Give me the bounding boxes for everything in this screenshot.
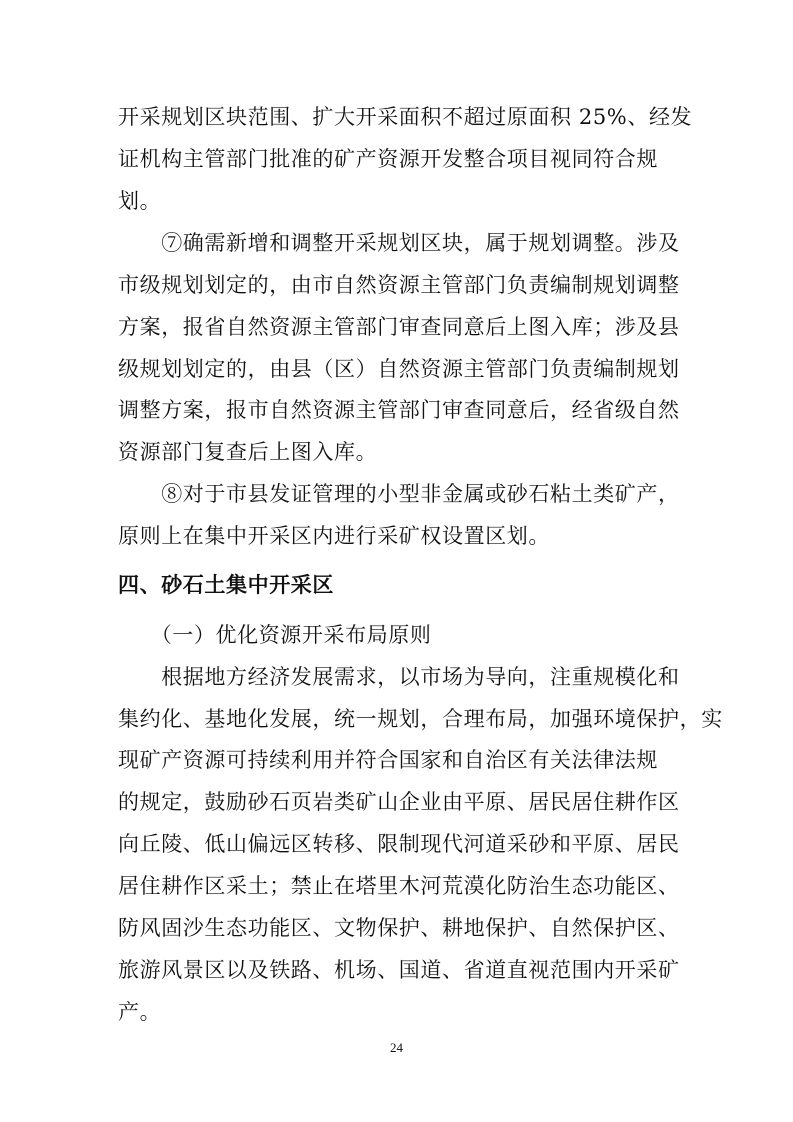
paragraph-line: 现矿产资源可持续利用并符合国家和自治区有关法律法规 [118,748,658,772]
paragraph-line: 市级规划划定的，由市自然资源主管部门负责编制规划调整 [118,273,680,297]
paragraph-line: 产。 [118,1000,162,1024]
paragraph-line: 向丘陵、低山偏远区转移、限制现代河道采砂和平原、居民 [118,832,680,856]
paragraph-line: 资源部门复查后上图入库。 [118,440,378,464]
paragraph-line: 开采规划区块范围、扩大开采面积不超过原面积 25%、经发 [118,105,693,129]
paragraph-line: 居住耕作区采土；禁止在塔里木河荒漠化防治生态功能区、 [118,874,680,898]
paragraph-line: 根据地方经济发展需求，以市场为导向，注重规模化和 [118,665,680,689]
paragraph-line: 方案，报省自然资源主管部门审查同意后上图入库；涉及县 [118,315,680,339]
paragraph-line: 级规划划定的，由县（区）自然资源主管部门负责编制规划 [118,357,680,381]
page-number: 24 [390,1040,403,1055]
section-heading: 四、砂石土集中开采区 [118,573,334,597]
paragraph-line: 防风固沙生态功能区、文物保护、耕地保护、自然保护区、 [118,916,680,940]
paragraph-line: 的规定，鼓励砂石页岩类矿山企业由平原、居民居住耕作区 [118,790,680,814]
paragraph-line: 集约化、基地化发展，统一规划，合理布局，加强环境保护，实 [118,707,723,731]
paragraph-line: 调整方案，报市自然资源主管部门审查同意后，经省级自然 [118,398,680,422]
paragraph-line: 原则上在集中开采区内进行采矿权设置区划。 [118,524,550,548]
paragraph-line: ⑦确需新增和调整开采规划区块，属于规划调整。涉及 [118,231,680,255]
paragraph-line: 划。 [118,189,162,213]
paragraph-line: 证机构主管部门批准的矿产资源开发整合项目视同符合规 [118,147,658,171]
subsection-heading: （一）优化资源开采布局原则 [118,623,432,647]
paragraph-line: ⑧对于市县发证管理的小型非金属或砂石粘土类矿产， [118,482,680,506]
paragraph-line: 旅游风景区以及铁路、机场、国道、省道直视范围内开采矿 [118,958,680,982]
